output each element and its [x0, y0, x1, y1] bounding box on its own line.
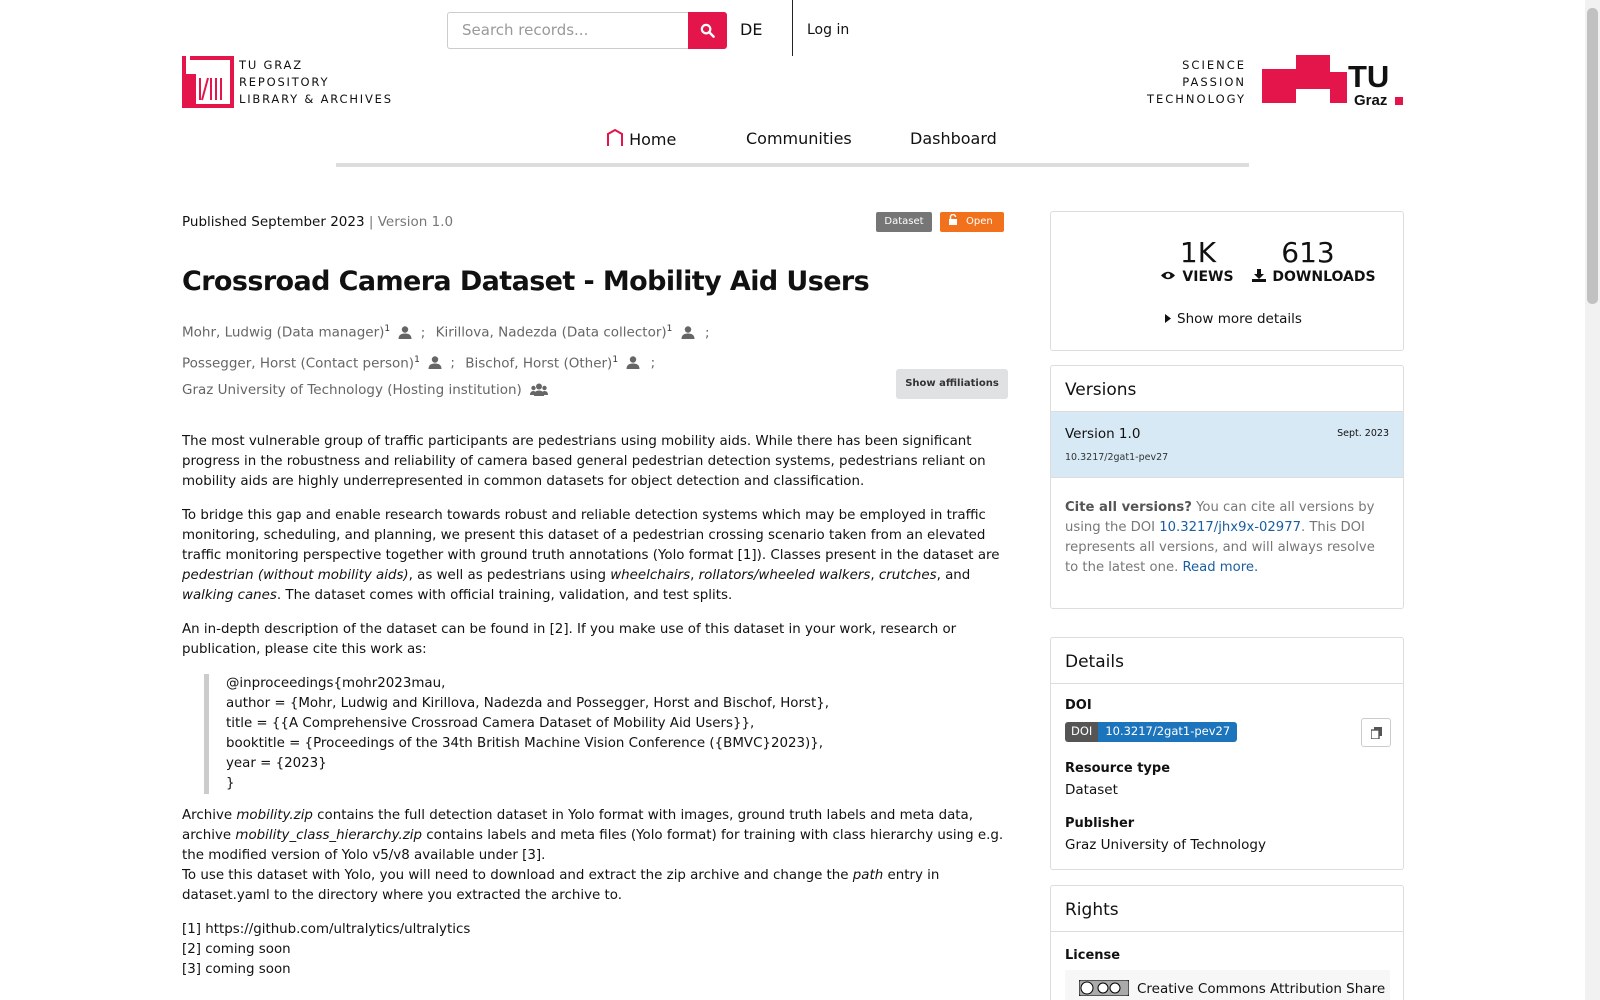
nav-home-label: Home	[629, 130, 677, 149]
details-header: Details	[1051, 638, 1403, 684]
stats-card	[1050, 211, 1404, 351]
views-label: VIEWS	[1117, 269, 1277, 285]
doi-badge-value: 10.3217/2gat1-pev27	[1098, 722, 1237, 742]
resource-type-label: Resource type	[1065, 761, 1171, 776]
publisher-value: Graz University of Technology	[1065, 837, 1266, 853]
institution-link[interactable]: Graz University of Technology (Hosting institution)	[182, 382, 522, 398]
creator-separator: ;	[650, 355, 656, 371]
person-icon	[428, 356, 442, 369]
search-input[interactable]: Search records...	[447, 12, 688, 49]
tagline: SCIENCE PASSION TECHNOLOGY	[1146, 58, 1246, 106]
citation-blockquote: @inproceedings{mohr2023mau, author = {Mohr, Ludwig and Kirillova, Nadezda and Possegger, Horst and Bischof, Horst}, title = {{A Comprehensive Crossroad Camera Dataset of Mobility Aid Users}}, booktitle = {Proceedings of the 34th British Machine Vision Conference ({BMVC}2023)}, year = {2023} }	[204, 674, 1008, 794]
details-card	[1050, 637, 1404, 870]
record-title: Crossroad Camera Dataset - Mobility Aid Users	[182, 266, 870, 297]
login-link[interactable]: Log in	[807, 22, 850, 38]
resource-type-badge: Dataset	[876, 212, 932, 232]
doi-badge[interactable]	[1065, 722, 1237, 742]
repository-name: TU GRAZ REPOSITORY LIBRARY & ARCHIVES	[239, 58, 393, 106]
license-text: Creative Commons Attribution Share	[1137, 981, 1386, 997]
description-paragraph: To bridge this gap and enable research towards robust and reliable detection systems which may be employed in traffic monitoring, scheduling, and planning, we present this dataset of a pedestrian crossing scenario taken from an elevated traffic monitoring perspective together with ground truth annotations (Yolo format [1]). Classes present in the dataset are pedestrian (without mobility aids), as well as pedestrians using wheelchairs, rollators/wheeled walkers, crutches, and walking canes. The dataset comes with official training, validation, and test splits.	[182, 508, 1000, 603]
creator-separator: ;	[420, 324, 426, 341]
description-paragraph: The most vulnerable group of traffic participants are pedestrians using mobility aids. While there has been significant progress in the robustness and reliability of camera based general pedestrian detection systems, pedestrians reliant on mobility aids are highly underrepresented in common datasets for object detection and classification.	[182, 434, 986, 489]
creator-link[interactable]: Mohr, Ludwig (Data manager)	[182, 324, 385, 341]
person-icon	[626, 356, 640, 369]
rights-header: Rights	[1051, 886, 1403, 932]
nav-communities[interactable]: Communities	[746, 129, 852, 148]
copy-doi-button[interactable]	[1361, 718, 1391, 747]
unlock-icon	[948, 214, 958, 225]
search-icon	[700, 23, 715, 38]
references	[182, 920, 1008, 980]
versions-header: Versions	[1051, 366, 1403, 412]
creators-list: Mohr, Ludwig (Data manager)$^1$ ; Kirillova, Nadezda (Data collector)$^1$ ; Possegger, Horst (Contact person)$^1$ ; Bischof, Horst (Other)$^1$ ; Graz University of Technology (Hosting institution)	[182, 324, 710, 398]
version-item-label: Version 1.0	[1065, 426, 1141, 442]
version-item[interactable]	[1051, 412, 1403, 478]
creator-separator: ;	[704, 324, 710, 341]
search-button[interactable]	[688, 12, 727, 49]
eye-icon	[1160, 270, 1176, 281]
show-affiliations-button[interactable]: Show affiliations	[896, 369, 1008, 399]
concept-doi-link[interactable]: 10.3217/jhx9x-02977	[1159, 520, 1301, 535]
versions-card	[1050, 365, 1404, 609]
scrollbar-thumb[interactable]	[1587, 8, 1598, 304]
version-item-doi: 10.3217/2gat1-pev27	[1065, 452, 1169, 463]
doi-label: DOI	[1065, 698, 1092, 713]
reference-item: [3] coming soon	[182, 962, 291, 977]
creator-link[interactable]: Kirillova, Nadezda (Data collector)	[435, 324, 667, 341]
download-icon	[1252, 269, 1266, 282]
tu-graz-logo[interactable]	[1262, 55, 1405, 110]
repository-logo[interactable]	[182, 56, 234, 108]
creator-link[interactable]: Possegger, Horst (Contact person)	[182, 355, 415, 371]
nav-home[interactable]	[606, 129, 676, 149]
group-icon	[530, 383, 548, 396]
description-paragraph: Archive mobility.zip contains the full detection dataset in Yolo format with images, ground truth labels and meta data, archive mobility_class_hierarchy.zip contains labels and meta files (Yolo format) for training with class hierarchy using e.g. the modified version of Yolo v5/v8 available under [3].	[182, 808, 1004, 863]
description-paragraph: An in-depth description of the dataset can be found in [2]. If you make use of this dataset in your work, research or publication, please cite this work as:	[182, 622, 957, 657]
access-badge: Open	[940, 212, 1004, 232]
scrollbar[interactable]	[1585, 0, 1600, 1000]
version-label: Version 1.0	[377, 214, 454, 230]
resource-type-value: Dataset	[1065, 782, 1118, 798]
publication-date: Published September 2023	[182, 214, 365, 230]
show-more-details[interactable]: Show more details	[1165, 311, 1302, 327]
copy-icon	[1371, 727, 1382, 739]
person-icon	[681, 326, 695, 339]
views-count: 1K	[1179, 236, 1217, 269]
record-description	[182, 432, 1008, 980]
tu-text: TU	[1348, 59, 1390, 94]
downloads-label: DOWNLOADS	[1234, 269, 1394, 285]
cite-all-versions: Cite all versions? You can cite all versions by using the DOI 10.3217/jhx9x-02977. This DOI represents all versions, and will always resolve to the latest one. Read more.	[1065, 500, 1375, 575]
downloads-count: 613	[1281, 236, 1335, 269]
nav-dashboard[interactable]: Dashboard	[910, 129, 997, 148]
caret-right-icon	[1165, 314, 1171, 323]
description-paragraph: To use this dataset with Yolo, you will need to download and extract the zip archive and change the path entry in dataset.yaml to the directory where you extracted the archive to.	[182, 868, 940, 903]
read-more-link[interactable]: Read more.	[1182, 560, 1259, 575]
publisher-label: Publisher	[1065, 816, 1135, 831]
license-item[interactable]	[1065, 970, 1390, 1000]
reference-item: [2] coming soon	[182, 942, 291, 957]
rights-card	[1050, 885, 1404, 1000]
creator-separator: ;	[450, 355, 455, 371]
reference-item: [1] https://github.com/ultralytics/ultralytics	[182, 922, 471, 937]
language-switch[interactable]: DE	[740, 20, 763, 39]
divider	[792, 0, 793, 56]
version-item-date: Sept. 2023	[1337, 428, 1389, 439]
creator-link[interactable]: Bischof, Horst (Other)	[465, 355, 613, 371]
version-separator: |	[364, 214, 378, 230]
home-icon	[606, 129, 624, 147]
cc-license-icon	[1079, 980, 1129, 996]
license-label: License	[1065, 948, 1121, 963]
graz-text: Graz	[1354, 92, 1388, 109]
publication-info	[182, 214, 453, 230]
person-icon	[398, 326, 412, 339]
doi-badge-prefix: DOI	[1065, 722, 1098, 742]
main-nav	[336, 125, 1249, 167]
